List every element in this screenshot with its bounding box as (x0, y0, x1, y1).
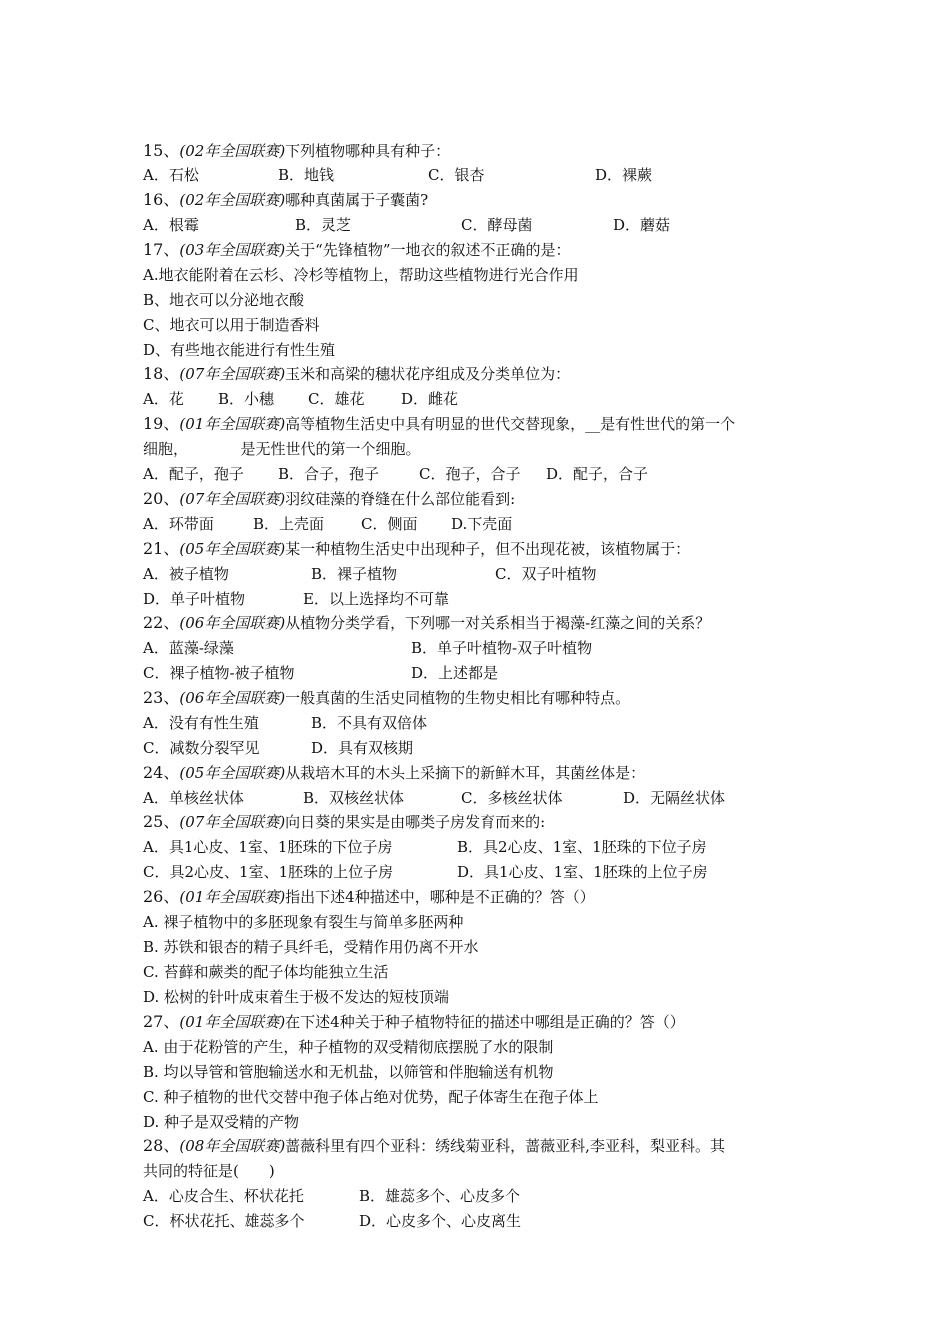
answer-option: D．具有双核期 (311, 739, 414, 757)
question-stem (143, 139, 450, 163)
answer-option: A．心皮合生、杯状花托 (143, 1187, 304, 1205)
question-source: (05年全国联赛) (179, 764, 286, 782)
question-number: 25、 (143, 812, 180, 831)
question-stem (143, 362, 570, 386)
question-stem (143, 487, 515, 511)
answer-option: D．蘑菇 (613, 216, 671, 234)
answer-option: D．心皮多个、心皮离生 (359, 1212, 522, 1230)
answer-option: A．环带面 (143, 515, 214, 533)
options-row (143, 985, 823, 1009)
answer-option: B. 苏铁和银杏的精子具纤毛，受精作用仍离不开水 (143, 938, 479, 956)
answer-option: B．双核丝状体 (303, 789, 405, 807)
question-source: (06年全国联赛) (179, 614, 286, 632)
answer-option: D．裸蕨 (595, 166, 653, 184)
options-row (143, 512, 823, 536)
answer-option: B．合子，孢子 (278, 465, 380, 483)
question-stem (143, 537, 690, 561)
answer-option: A．根霉 (143, 216, 199, 234)
question-source: (05年全国联赛) (179, 540, 286, 558)
question-text-continued: 共同的特征是( ) (143, 1162, 275, 1180)
answer-option: C．孢子，合子 (419, 465, 521, 483)
question-text: 在下述4种关于种子植物特征的描述中哪组是正确的？答（） (285, 1013, 685, 1031)
question-text-continued: 细胞， 是无性世代的第一个细胞。 (143, 440, 421, 458)
question-source: (02年全国联赛) (179, 191, 286, 209)
options-row (143, 860, 823, 884)
options-row (143, 213, 823, 237)
question-number: 15、 (143, 141, 180, 160)
question-number: 27、 (143, 1012, 180, 1031)
question-text: 关于“先锋植物”一地衣的叙述不正确的是： (285, 241, 571, 259)
question-text: 哪种真菌属于子囊菌? (285, 191, 429, 209)
answer-option: B．地钱 (278, 166, 335, 184)
question-text: 高等植物生活史中具有明显的世代交替现象，__是有性世代的第一个 (285, 415, 736, 433)
question-number: 23、 (143, 688, 180, 707)
answer-option: C. 苔藓和蕨类的配子体均能独立生活 (143, 963, 389, 981)
question-stem (143, 761, 645, 785)
options-row (143, 462, 823, 486)
answer-option: B．裸子植物 (311, 565, 398, 583)
answer-option: D. 松树的针叶成束着生于极不发达的短枝顶端 (143, 988, 450, 1006)
answer-option: A．花 (143, 390, 184, 408)
answer-option: C．具2心皮、1室、1胚珠的上位子房 (143, 863, 394, 881)
options-row (143, 786, 823, 810)
question-number: 26、 (143, 887, 180, 906)
answer-option: B．上壳面 (253, 515, 325, 533)
answer-option: A．配子，孢子 (143, 465, 244, 483)
answer-option: A．蓝藻-绿藻 (143, 639, 234, 657)
question-stem (143, 885, 595, 909)
answer-option: D．雌花 (401, 390, 459, 408)
answer-option: C．双子叶植物 (495, 565, 597, 583)
answer-option: B．小穗 (218, 390, 275, 408)
options-row (143, 163, 823, 187)
question-text: 蔷薇科里有四个亚科：绣线菊亚科，蔷薇亚科,李亚科，梨亚科。其 (285, 1137, 725, 1155)
answer-option: D．具1心皮、1室、1胚珠的上位子房 (457, 863, 708, 881)
question-text: 羽纹硅藻的脊缝在什么部位能看到: (285, 490, 516, 508)
question-text: 下列植物哪种具有种子： (285, 142, 451, 160)
options-row (143, 1209, 823, 1233)
options-row (143, 935, 823, 959)
question-text: 玉米和高梁的穗状花序组成及分类单位为： (285, 365, 571, 383)
options-row (143, 387, 823, 411)
answer-option: C、地衣可以用于制造香料 (143, 316, 320, 334)
options-row (143, 313, 823, 337)
question-source: (08年全国联赛) (179, 1137, 286, 1155)
answer-option: A. 裸子植物中的多胚现象有裂生与简单多胚两种 (143, 913, 464, 931)
question-source: (01年全国联赛) (179, 888, 286, 906)
answer-option: C．杯状花托、雄蕊多个 (143, 1212, 305, 1230)
answer-option: B．不具有双倍体 (311, 714, 428, 732)
options-row (143, 711, 823, 735)
answer-option: A．单核丝状体 (143, 789, 244, 807)
question-stem (143, 1134, 725, 1158)
question-stem-continued (143, 1159, 275, 1183)
question-text: 指出下述4种描述中，哪种是不正确的？答（） (285, 888, 595, 906)
answer-option: D．配子，合子 (546, 465, 649, 483)
options-row (143, 835, 823, 859)
answer-option: C．多核丝状体 (461, 789, 563, 807)
answer-option: A．被子植物 (143, 565, 229, 583)
answer-option: C. 种子植物的世代交替中孢子体占绝对优势，配子体寄生在孢子体上 (143, 1088, 599, 1106)
answer-option: B. 均以导管和管胞输送水和无机盐，以筛管和伴胞输送有机物 (143, 1063, 554, 1081)
answer-option: D、有些地衣能进行有性生殖 (143, 341, 336, 359)
question-number: 20、 (143, 489, 180, 508)
question-number: 18、 (143, 364, 180, 383)
question-text: 向日葵的果实是由哪类子房发育而来的: (285, 813, 546, 831)
answer-option: C．雄花 (308, 390, 365, 408)
answer-option: D．无隔丝状体 (623, 789, 726, 807)
answer-option: C．银杏 (428, 166, 485, 184)
options-row (143, 288, 823, 312)
question-source: (03年全国联赛) (179, 241, 286, 259)
question-stem-continued (143, 437, 421, 461)
options-row (143, 910, 823, 934)
question-stem (143, 1010, 685, 1034)
options-row (143, 1184, 823, 1208)
options-row (143, 1060, 823, 1084)
question-stem (143, 188, 428, 212)
options-row (143, 562, 823, 586)
question-text: 从栽培木耳的木头上采摘下的新鲜木耳，其菌丝体是： (285, 764, 646, 782)
question-number: 21、 (143, 539, 180, 558)
options-row (143, 263, 823, 287)
options-row (143, 1035, 823, 1059)
question-number: 24、 (143, 763, 180, 782)
question-text: 从植物分类学看，下列哪一对关系相当于褐藻-红藻之间的关系？ (285, 614, 711, 632)
answer-option: C．酵母菌 (461, 216, 533, 234)
question-source: (06年全国联赛) (179, 689, 286, 707)
answer-option: B．雄蕊多个、心皮多个 (359, 1187, 521, 1205)
options-row (143, 960, 823, 984)
question-stem (143, 238, 571, 262)
answer-option: A. 由于花粉管的产生，种子植物的双受精彻底摆脱了水的限制 (143, 1038, 554, 1056)
answer-option: C．减数分裂罕见 (143, 739, 260, 757)
question-source: (07年全国联赛) (179, 365, 286, 383)
question-source: (01年全国联赛) (179, 415, 286, 433)
question-text: 一般真菌的生活史同植物的生物史相比有哪种特点。 (285, 689, 631, 707)
question-source: (07年全国联赛) (179, 813, 286, 831)
options-row (143, 661, 823, 685)
question-stem (143, 412, 735, 436)
question-stem (143, 810, 545, 834)
options-row (143, 1110, 823, 1134)
answer-option: A.地衣能附着在云杉、冷杉等植物上，帮助这些植物进行光合作用 (143, 266, 579, 284)
answer-option: B、地衣可以分泌地衣酸 (143, 291, 305, 309)
answer-option: A．具1心皮、1室、1胚珠的下位子房 (143, 838, 393, 856)
question-source: (02年全国联赛) (179, 142, 286, 160)
question-number: 28、 (143, 1136, 180, 1155)
question-number: 17、 (143, 240, 180, 259)
answer-option: B．具2心皮、1室、1胚珠的下位子房 (457, 838, 707, 856)
options-row (143, 1085, 823, 1109)
question-number: 22、 (143, 613, 180, 632)
question-number: 16、 (143, 190, 180, 209)
answer-option: B．灵芝 (295, 216, 352, 234)
answer-option: D. 种子是双受精的产物 (143, 1113, 300, 1131)
answer-option: E．以上选择均不可靠 (303, 590, 449, 608)
answer-option: C．侧面 (361, 515, 418, 533)
options-row (143, 736, 823, 760)
options-row (143, 338, 823, 362)
answer-option: B．单子叶植物-双子叶植物 (411, 639, 593, 657)
answer-option: C．裸子植物-被子植物 (143, 664, 295, 682)
answer-option: D．单子叶植物 (143, 590, 246, 608)
options-row (143, 636, 823, 660)
question-source: (07年全国联赛) (179, 490, 286, 508)
answer-option: D．上述都是 (411, 664, 499, 682)
question-stem (143, 611, 710, 635)
question-number: 19、 (143, 414, 180, 433)
options-row (143, 587, 823, 611)
question-source: (01年全国联赛) (179, 1013, 286, 1031)
question-stem (143, 686, 630, 710)
question-text: 某一种植物生活史中出现种子，但不出现花被，该植物属于： (285, 540, 691, 558)
answer-option: D.下壳面 (451, 515, 513, 533)
answer-option: A．石松 (143, 166, 199, 184)
answer-option: A．没有有性生殖 (143, 714, 259, 732)
